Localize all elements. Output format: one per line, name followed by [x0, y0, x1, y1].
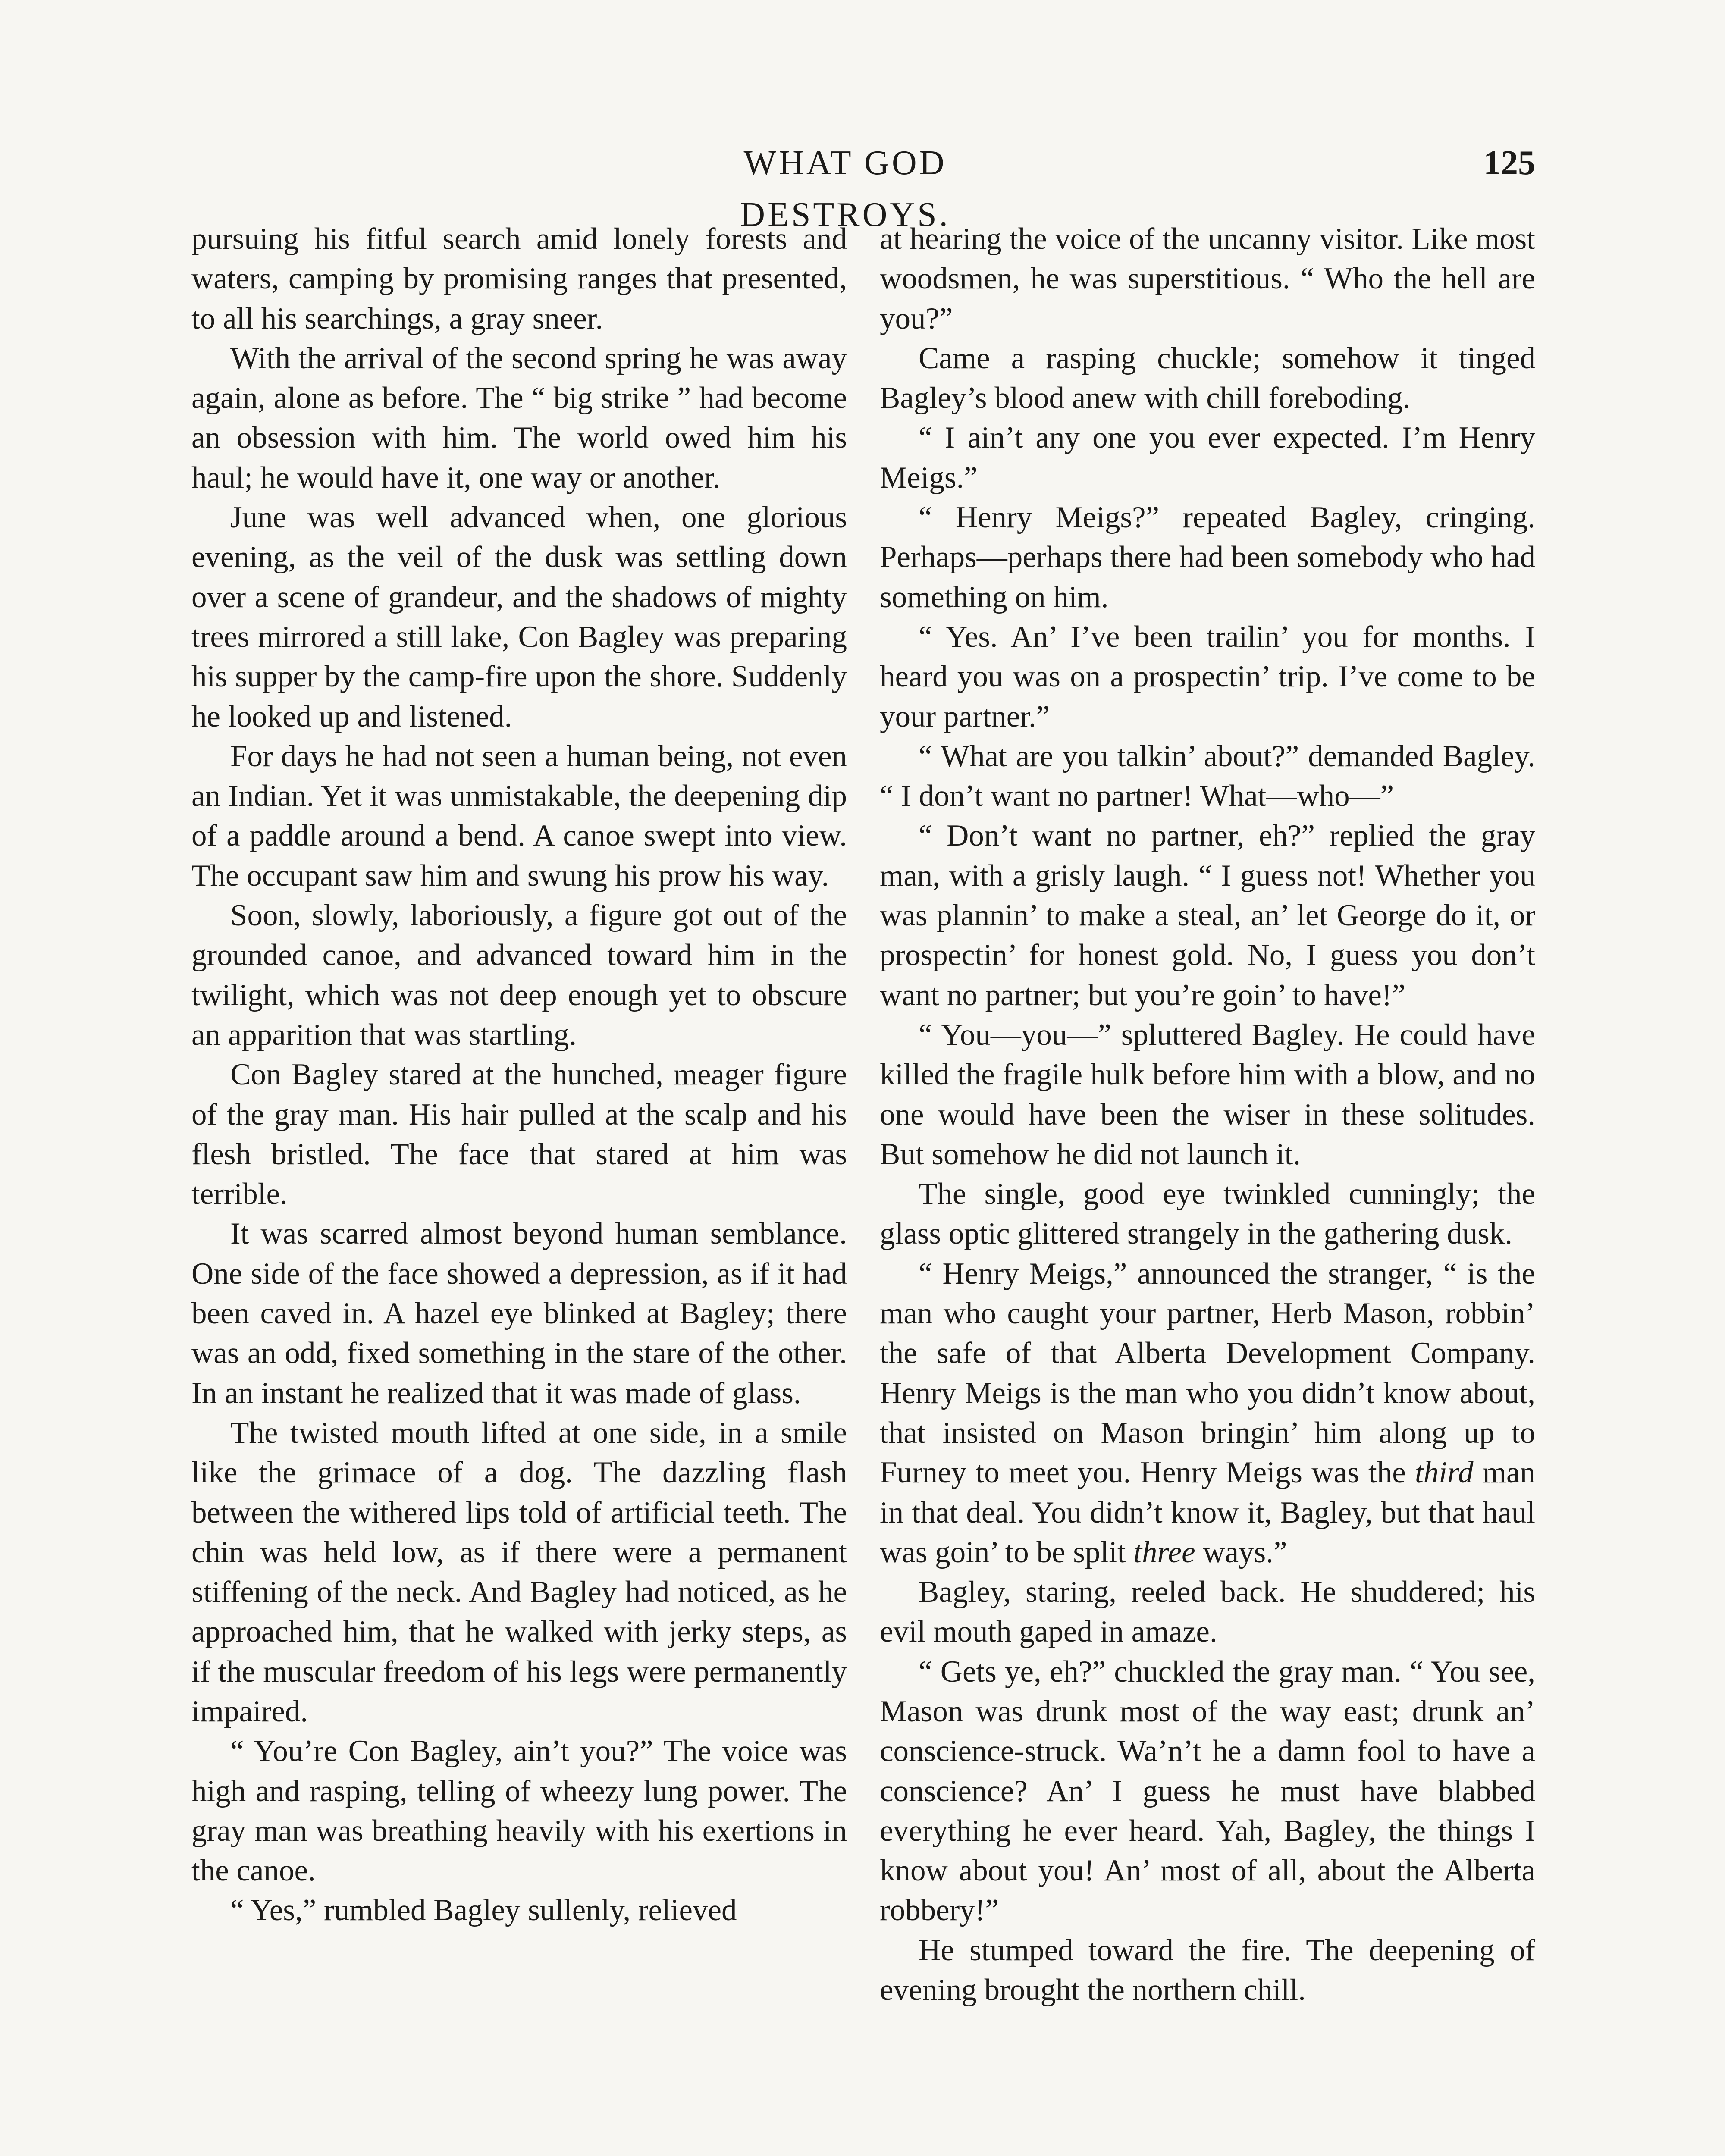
paragraph — [880, 1254, 1535, 1572]
paragraph: at hearing the voice of the uncanny visitor. Like most woodsmen, he was superstitious. “ Who the hell are you?” — [880, 222, 1535, 335]
paragraph: “ Gets ye, eh?” chuckled the gray man. “ You see, Mason was drunk most of the way east; drunk an’ conscience-struck. Wa’n’t he a damn fool to have a conscience? An’ I guess he must have blabbed everything he ever heard. Yah, Bagley, the things I know about you! An’ most of all, about the Alberta robbery!” — [880, 1655, 1535, 1927]
paragraph: The single, good eye twinkled cunningly; the glass optic glittered strangely in the gathering dusk. — [880, 1177, 1535, 1251]
paragraph: With the arrival of the second spring he was away again, alone as before. The “ big strike ” had become an obsession with him. The world owed him his haul; he would have it, one way or another. — [191, 341, 847, 495]
text-run: ways.” — [1203, 1535, 1287, 1569]
paragraph: “ Yes,” rumbled Bagley sullenly, relieved — [230, 1893, 737, 1927]
left-column — [191, 219, 847, 1930]
paragraph: “ You—you—” spluttered Bagley. He could have killed the fragile hulk before him with a blow, and no one would have been the wiser in these solitudes. But somehow he did not launch it. — [880, 1018, 1535, 1171]
paragraph: Came a rasping chuckle; somehow it tinged Bagley’s blood anew with chill foreboding. — [880, 341, 1535, 415]
paragraph: “ Yes. An’ I’ve been trailin’ you for months. I heard you was on a prospectin’ trip. I’ve come to be your partner.” — [880, 620, 1535, 733]
paragraph: “ What are you talkin’ about?” demanded Bagley. “ I don’t want no partner! What—who—” — [880, 739, 1535, 813]
paragraph: For days he had not seen a human being, not even an Indian. Yet it was unmistakable, the deepening dip of a paddle around a bend. A canoe swept into view. The occupant saw him and swung his prow his way. — [191, 739, 847, 893]
italic-emphasis: third — [1415, 1456, 1474, 1490]
paragraph: “ I ain’t any one you ever expected. I’m Henry Meigs.” — [880, 421, 1535, 495]
running-title: WHAT GOD DESTROYS. — [740, 144, 950, 234]
page-number: 125 — [1484, 144, 1535, 182]
paragraph: June was well advanced when, one glorious evening, as the veil of the dusk was settling down over a scene of grandeur, and the shadows of mighty trees mirrored a still lake, Con Bagley was preparing his supper by the camp-fire upon the shore. Suddenly he looked up and listened. — [191, 501, 847, 733]
paragraph: “ Don’t want no partner, eh?” replied the gray man, with a grisly laugh. “ I guess not! Whether you was plannin’ to make a steal, an’ let George do it, or prospectin’ for honest gold. No, I guess you don’t want no partner; but you’re goin’ to have!” — [880, 819, 1535, 1012]
paragraph: Bagley, staring, reeled back. He shuddered; his evil mouth gaped in amaze. — [880, 1575, 1535, 1649]
paragraph: He stumped toward the fire. The deepening of evening brought the northern chill. — [880, 1933, 1535, 2007]
paragraph: “ You’re Con Bagley, ain’t you?” The voice was high and rasping, telling of wheezy lung power. The gray man was breathing heavily with his exertions in the canoe. — [191, 1734, 847, 1888]
paragraph: Con Bagley stared at the hunched, meager figure of the gray man. His hair pulled at the scalp and his flesh bristled. The face that stared at him was terrible. — [191, 1058, 847, 1211]
paragraph: Soon, slowly, laboriously, a figure got out of the grounded canoe, and advanced toward him in the twilight, which was not deep enough yet to obscure an apparition that was startling. — [191, 899, 847, 1052]
right-column — [880, 219, 1535, 2010]
paragraph: It was scarred almost beyond human semblance. One side of the face showed a depression, as if it had been caved in. A hazel eye blinked at Bagley; there was an odd, fixed something in the stare of the other. In an instant he realized that it was made of glass. — [191, 1217, 847, 1410]
running-head — [191, 137, 1535, 234]
paragraph: “ Henry Meigs?” repeated Bagley, cringing. Perhaps—perhaps there had been somebody who had something on him. — [880, 501, 1535, 614]
paragraph: pursuing his fitful search amid lonely forests and waters, camping by promising ranges that presented, to all his searchings, a gray sneer. — [191, 222, 847, 335]
text-run: man in that deal. You didn’t know it, Bagley, but that haul was goin’ to be split — [880, 1456, 1536, 1569]
paragraph: The twisted mouth lifted at one side, in a smile like the grimace of a dog. The dazzling flash between the withered lips told of artificial teeth. The chin was held low, as if there were a permanent stiffening of the neck. And Bagley had noticed, as he approached him, that he walked with jerky steps, as if the muscular freedom of his legs were permanently impaired. — [191, 1416, 847, 1728]
text-run: “ Henry Meigs,” announced the stranger, “ is the man who caught your partner, Herb Mason, robbin’ the safe of that Alberta Development Company. Henry Meigs is the man who you didn’t know about, that insisted on Mason bringin’ him along up to Furney to meet you. Henry Meigs was the — [880, 1257, 1535, 1490]
italic-emphasis: three — [1133, 1535, 1195, 1569]
